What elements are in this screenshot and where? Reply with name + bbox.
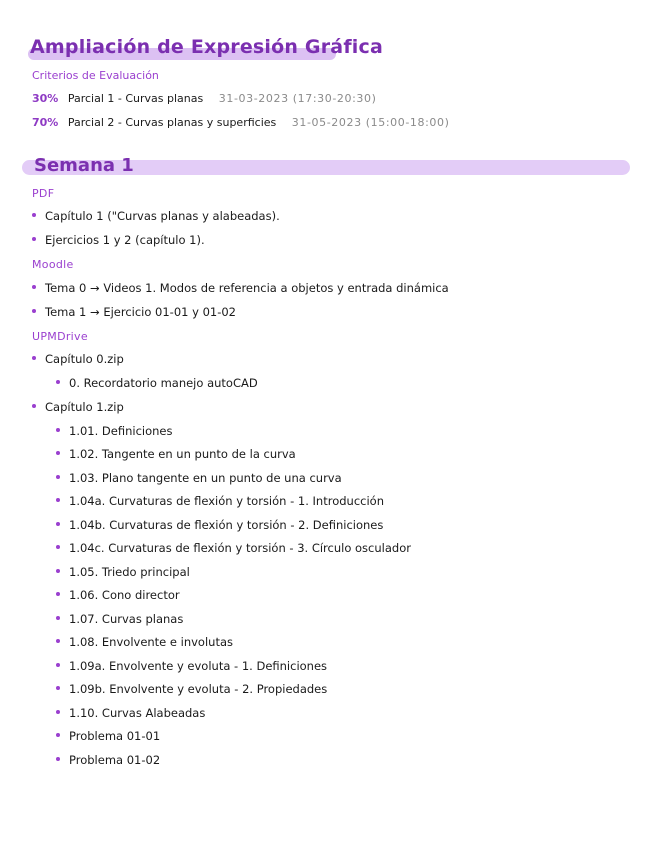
list-item: Ejercicios 1 y 2 (capítulo 1).	[32, 233, 205, 247]
list-item: 1.08. Envolvente e involutas	[56, 635, 233, 649]
bullet-icon	[32, 237, 36, 241]
bullet-icon	[56, 592, 60, 596]
criteria-name: Parcial 1 - Curvas planas	[67, 92, 204, 105]
page-title-block	[30, 36, 383, 58]
list-item: 1.04b. Curvaturas de flexión y torsión - 2. Definiciones	[56, 518, 383, 532]
bullet-icon	[56, 545, 60, 549]
section-label-upmdrive: UPMDrive	[32, 330, 88, 343]
list-item: Capítulo 0.zip	[32, 352, 124, 366]
bullet-icon	[32, 213, 36, 217]
list-item: Capítulo 1.zip	[32, 400, 124, 414]
criteria-date: 31-05-2023 (15:00-18:00)	[291, 116, 450, 129]
criteria-heading: Criterios de Evaluación	[32, 69, 159, 82]
list-item: 1.07. Curvas planas	[56, 612, 183, 626]
criteria-row	[32, 116, 450, 129]
week-title: Semana 1	[34, 155, 134, 176]
criteria-percent: 70%	[32, 116, 59, 129]
list-item: 1.06. Cono director	[56, 588, 180, 602]
bullet-icon	[32, 309, 36, 313]
section-label-moodle: Moodle	[32, 258, 74, 271]
bullet-icon	[56, 686, 60, 690]
criteria-percent: 30%	[32, 92, 59, 105]
bullet-icon	[56, 522, 60, 526]
bullet-icon	[56, 639, 60, 643]
list-item: Problema 01-02	[56, 753, 160, 767]
bullet-icon	[56, 663, 60, 667]
list-item: 1.02. Tangente en un punto de la curva	[56, 447, 296, 461]
bullet-icon	[32, 285, 36, 289]
bullet-icon	[56, 616, 60, 620]
bullet-icon	[56, 451, 60, 455]
criteria-row	[32, 92, 377, 105]
list-item: 1.01. Definiciones	[56, 424, 172, 438]
bullet-icon	[56, 569, 60, 573]
list-item: Capítulo 1 ("Curvas planas y alabeadas).	[32, 209, 280, 223]
list-item: 1.10. Curvas Alabeadas	[56, 706, 205, 720]
list-item: 1.04a. Curvaturas de flexión y torsión - 1. Introducción	[56, 494, 384, 508]
list-item: 0. Recordatorio manejo autoCAD	[56, 376, 258, 390]
criteria-date: 31-03-2023 (17:30-20:30)	[218, 92, 377, 105]
bullet-icon	[56, 710, 60, 714]
list-item: 1.09a. Envolvente y evoluta - 1. Definiciones	[56, 659, 327, 673]
list-item: 1.05. Triedo principal	[56, 565, 190, 579]
bullet-icon	[56, 428, 60, 432]
section-label-pdf: PDF	[32, 187, 55, 200]
list-item: 1.03. Plano tangente en un punto de una curva	[56, 471, 342, 485]
bullet-icon	[32, 404, 36, 408]
list-item: 1.09b. Envolvente y evoluta - 2. Propiedades	[56, 682, 327, 696]
bullet-icon	[56, 475, 60, 479]
criteria-name: Parcial 2 - Curvas planas y superficies	[67, 116, 277, 129]
bullet-icon	[56, 733, 60, 737]
list-item: 1.04c. Curvaturas de flexión y torsión - 3. Círculo osculador	[56, 541, 411, 555]
bullet-icon	[56, 498, 60, 502]
list-item: Tema 0 → Videos 1. Modos de referencia a objetos y entrada dinámica	[32, 281, 449, 295]
page-title: Ampliación de Expresión Gráfica	[30, 36, 383, 58]
list-item: Tema 1 → Ejercicio 01-01 y 01-02	[32, 305, 236, 319]
bullet-icon	[56, 380, 60, 384]
bullet-icon	[32, 356, 36, 360]
bullet-icon	[56, 757, 60, 761]
list-item: Problema 01-01	[56, 729, 160, 743]
